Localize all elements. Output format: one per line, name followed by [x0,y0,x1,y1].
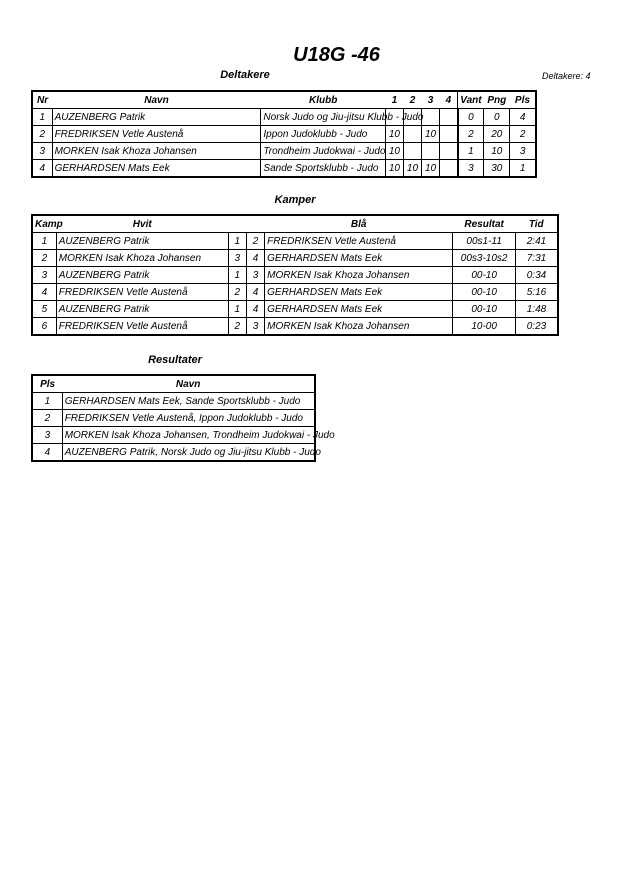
match-blue-nr: 2 [246,233,264,250]
participant-won: 0 [458,109,484,126]
match-time: 7:31 [526,252,547,264]
match-blue-nr: 3 [246,318,264,336]
result-name: AUZENBERG Patrik, Norsk Judo og Jiu-jitsu Klubb - Judo [64,446,321,458]
participant-won: 3 [458,160,484,178]
participant-won: 2 [458,126,484,143]
match-row [32,301,558,318]
header-r3: 3 [427,94,434,106]
match-time: 0:23 [526,320,547,332]
match-result: 00s1-11 [453,233,516,250]
header-won: Vant [458,91,484,109]
header-r1: 1 [391,94,398,106]
participant-r1: 10 [385,126,403,143]
participants-header-row [32,91,536,109]
participant-row [32,126,536,143]
header-club: Klubb [308,94,338,106]
participant-won: 1 [458,143,484,160]
match-blue-nr: 4 [246,250,264,267]
participant-r2 [403,126,421,143]
match-time: 2:41 [526,235,547,247]
match-no: 2 [32,250,56,267]
match-result: 00-10 [453,267,516,284]
match-blue: FREDRIKSEN Vetle Austenå [265,233,453,250]
match-row [32,284,558,301]
participant-r3: 10 [422,160,440,178]
match-white-nr: 1 [228,301,246,318]
match-white: AUZENBERG Patrik [56,233,228,250]
participant-nr: 3 [32,143,52,160]
result-row [32,393,315,410]
match-result: 00-10 [453,284,516,301]
participant-r4 [440,143,458,160]
header-points: Png [487,94,507,106]
match-blue: MORKEN Isak Khoza Johansen [265,267,453,284]
participant-r2: 10 [403,160,421,178]
match-row [32,267,558,284]
header-name: Navn [144,94,169,106]
header-result-name: Navn [175,378,201,390]
match-white-nr: 1 [228,233,246,250]
participant-nr: 1 [32,109,52,126]
participants-table [31,90,537,178]
participant-r1: 10 [385,143,403,160]
participant-name: MORKEN Isak Khoza Johansen [52,143,261,160]
result-row [32,444,315,462]
header-r2: 2 [409,94,416,106]
participant-r4 [440,109,458,126]
result-place: 1 [32,393,62,410]
match-blue: GERHARDSEN Mats Eek [265,250,453,267]
match-result: 00-10 [453,301,516,318]
match-blue-nr: 3 [246,267,264,284]
participant-club: Sande Sportsklubb - Judo [263,162,379,174]
results-table [31,374,335,462]
participant-row [32,109,536,126]
match-row [32,250,558,267]
participant-points: 20 [484,126,510,143]
participant-place: 3 [510,143,536,160]
result-name: FREDRIKSEN Vetle Austenå, Ippon Judoklubb - Judo [64,412,303,424]
match-white: MORKEN Isak Khoza Johansen [56,250,228,267]
participant-r1: 10 [385,160,403,178]
match-time: 1:48 [526,303,547,315]
participant-r3 [422,109,440,126]
match-white-nr: 1 [228,267,246,284]
participant-place: 2 [510,126,536,143]
participant-place: 4 [510,109,536,126]
participants-heading: Deltakere [220,69,270,81]
match-white-nr: 2 [228,284,246,301]
match-white: FREDRIKSEN Vetle Austenå [56,318,228,336]
results-header-row [32,375,315,393]
participant-points: 30 [484,160,510,178]
result-name: GERHARDSEN Mats Eek, Sande Sportsklubb - Judo [64,395,301,407]
participant-r4 [440,126,458,143]
match-blue-nr: 4 [246,284,264,301]
match-row [32,233,558,250]
match-time: 5:16 [526,286,547,298]
matches-table [31,214,559,336]
match-no: 4 [32,284,56,301]
result-place: 2 [32,410,62,427]
match-blue: MORKEN Isak Khoza Johansen [265,318,453,336]
participant-r3: 10 [422,126,440,143]
match-white: AUZENBERG Patrik [56,267,228,284]
match-no: 1 [32,233,56,250]
match-row [32,318,558,336]
header-result: Resultat [464,218,504,230]
header-place: Pls [514,94,530,106]
participant-club: Ippon Judoklubb - Judo [263,128,368,140]
page-title: U18G -46 [293,44,380,66]
result-place: 3 [32,427,62,444]
participant-r3 [422,143,440,160]
header-result-place: Pls [40,378,56,390]
participant-place: 1 [510,160,536,178]
match-no: 3 [32,267,56,284]
participant-r4 [440,160,458,178]
participant-name: FREDRIKSEN Vetle Austenå [52,126,261,143]
match-result: 10-00 [453,318,516,336]
participant-club: Trondheim Judokwai - Judo [263,145,386,157]
matches-heading: Kamper [274,194,316,206]
participant-points: 10 [484,143,510,160]
match-white: AUZENBERG Patrik [56,301,228,318]
match-white-nr: 2 [228,318,246,336]
participant-points: 0 [484,109,510,126]
participant-name: AUZENBERG Patrik [52,109,261,126]
match-white-nr: 3 [228,250,246,267]
participant-r2 [403,143,421,160]
match-blue: GERHARDSEN Mats Eek [265,284,453,301]
match-blue-nr: 4 [246,301,264,318]
match-blue: GERHARDSEN Mats Eek [265,301,453,318]
match-no: 5 [32,301,56,318]
header-r4: 4 [445,94,452,106]
header-match-no: Kamp [35,218,63,230]
match-white: FREDRIKSEN Vetle Austenå [56,284,228,301]
header-time: Tid [528,218,544,230]
result-row [32,427,315,444]
header-white: Hvit [132,218,152,230]
participant-count: Deltakere: 4 [542,71,591,81]
participant-row [32,143,536,160]
participant-club: Norsk Judo og Jiu-jitsu Klubb - Judo [263,111,424,123]
participant-row [32,160,536,178]
participant-name: GERHARDSEN Mats Eek [52,160,261,178]
header-nr: Nr [36,94,49,106]
result-place: 4 [32,444,62,462]
match-no: 6 [32,318,56,336]
participant-nr: 4 [32,160,52,178]
header-blue: Blå [350,218,367,230]
matches-header-row [32,215,558,233]
results-heading: Resultater [148,354,202,366]
result-row [32,410,315,427]
result-name: MORKEN Isak Khoza Johansen, Trondheim Judokwai - Judo [64,429,335,441]
match-result: 00s3-10s2 [453,250,516,267]
participant-nr: 2 [32,126,52,143]
match-time: 0:34 [526,269,547,281]
